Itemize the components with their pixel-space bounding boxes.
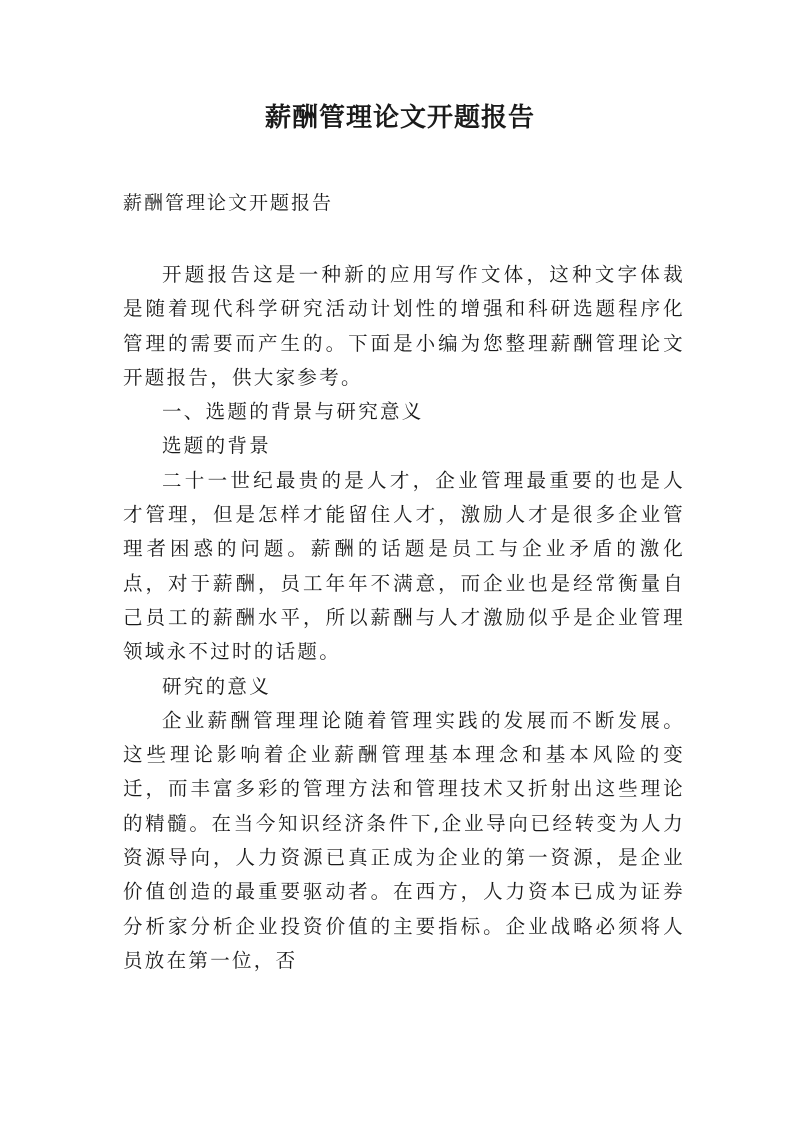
document-subtitle: 薪酬管理论文开题报告 bbox=[123, 192, 334, 214]
paragraph-background: 二十一世纪最贵的是人才，企业管理最重要的也是人才管理，但是怎样才能留住人才，激励人才是很多企业管理者困惑的问题。薪酬的话题是员工与企业矛盾的激化点，对于薪酬，员工年年不满意，而企业也是经常衡量自己员工的薪酬水平，所以薪酬与人才激励似乎是企业管理领域永不过时的话题。 bbox=[123, 468, 685, 664]
paragraph-significance: 企业薪酬管理理论随着管理实践的发展而不断发展。这些理论影响着企业薪酬管理基本理念和基本风险的变迁，而丰富多彩的管理方法和管理技术又折射出这些理论的精髓。在当今知识经济条件下,企业导向已经转变为人力资源导向，人力资源已真正成为企业的第一资源，是企业价值创造的最重要驱动者。在西方，人力资本已成为证券分析家分析企业投资价值的主要指标。企业战略必须将人员放在第一位，否 bbox=[123, 708, 685, 972]
document-title: 薪酬管理论文开题报告 bbox=[264, 103, 535, 133]
subsection-heading-background: 选题的背景 bbox=[162, 434, 272, 458]
section-heading: 一、选题的背景与研究意义 bbox=[162, 400, 424, 424]
subsection-heading-significance: 研究的意义 bbox=[162, 674, 272, 698]
paragraph-intro: 开题报告这是一种新的应用写作文体，这种文字体裁是随着现代科学研究活动计划性的增强和科研选题程序化管理的需要而产生的。下面是小编为您整理薪酬管理论文开题报告，供大家参考。 bbox=[123, 263, 685, 389]
document-body bbox=[123, 258, 685, 978]
